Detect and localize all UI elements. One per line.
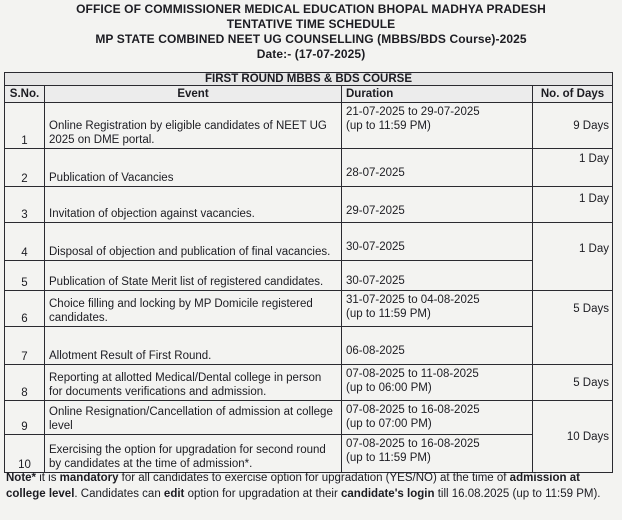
- table-row: [5, 223, 613, 261]
- row-sno: 8: [5, 365, 45, 401]
- duration-time: (up to 11:59 PM): [346, 308, 431, 320]
- table-row: [5, 435, 613, 473]
- duration-time: (up to 11:59 PM): [346, 120, 431, 132]
- schedule-table: [4, 72, 613, 473]
- column-header-sno: S.No.: [5, 86, 45, 103]
- row-event: Choice filling and locking by MP Domicile registered candidates.: [45, 291, 342, 327]
- counselling-title: MP STATE COMBINED NEET UG COUNSELLING (MBBS/BDS Course)-2025: [95, 32, 527, 46]
- duration-dates: 31-07-2025 to 04-08-2025: [346, 294, 480, 306]
- row-days: 10 Days: [533, 401, 613, 473]
- note-text: for all candidates to exercise option for upgradation (YES/NO) at the time of: [118, 472, 510, 484]
- duration-dates: 07-08-2025 to 16-08-2025: [346, 404, 480, 416]
- note-label: Note*: [6, 472, 37, 484]
- row-sno: 7: [5, 327, 45, 365]
- column-header-event: Event: [45, 86, 342, 103]
- note-text: till 16.08.2025 (up to 11:59 PM).: [434, 488, 601, 500]
- row-duration: [342, 365, 533, 401]
- note-text: option for upgradation at their: [184, 488, 342, 500]
- table-row: [5, 401, 613, 435]
- duration-dates: 07-08-2025 to 16-08-2025: [346, 438, 480, 450]
- document-header: [0, 2, 622, 62]
- table-row: [5, 327, 613, 365]
- row-sno: 3: [5, 187, 45, 223]
- duration-dates: 07-08-2025 to 11-08-2025: [346, 368, 479, 380]
- duration-time: (up to 07:00 PM): [346, 418, 432, 430]
- note-text: . Candidates can: [74, 488, 164, 500]
- table-band: [5, 73, 613, 86]
- row-sno: 4: [5, 223, 45, 261]
- row-duration: [342, 103, 533, 149]
- note-emphasis: candidate's login: [341, 488, 435, 500]
- table-row: [5, 187, 613, 223]
- row-event: Publication of State Merit list of registered candidates.: [45, 261, 342, 291]
- duration-time: (up to 06:00 PM): [346, 382, 432, 394]
- row-days: 1 Day: [533, 187, 613, 223]
- row-sno: 2: [5, 149, 45, 187]
- row-duration: [342, 401, 533, 435]
- table-row: [5, 365, 613, 401]
- row-event: Reporting at allotted Medical/Dental college in person for documents verifications and admission.: [45, 365, 342, 401]
- row-duration: [342, 291, 533, 327]
- row-duration: 29-07-2025: [342, 187, 533, 223]
- row-sno: 5: [5, 261, 45, 291]
- schedule-title: TENTATIVE TIME SCHEDULE: [226, 17, 396, 31]
- document-date: Date:- (17-07-2025): [256, 47, 366, 61]
- row-duration: 30-07-2025: [342, 223, 533, 261]
- row-sno: 9: [5, 401, 45, 435]
- row-event: Online Resignation/Cancellation of admission at college level: [45, 401, 342, 435]
- duration-dates: 21-07-2025 to 29-07-2025: [346, 106, 480, 118]
- row-duration: [342, 435, 533, 473]
- column-header-days: No. of Days: [533, 86, 613, 103]
- row-event: Exercising the option for upgradation for second round by candidates at the time of admission*.: [45, 435, 342, 473]
- note-text: it is: [36, 472, 60, 484]
- round-title: FIRST ROUND MBBS & BDS COURSE: [5, 73, 613, 86]
- row-duration: 06-08-2025: [342, 327, 533, 365]
- row-event: Publication of Vacancies: [45, 149, 342, 187]
- row-days: 5 Days: [533, 365, 613, 401]
- row-days: 1 Day: [533, 149, 613, 187]
- row-event: Allotment Result of First Round.: [45, 327, 342, 365]
- office-title: OFFICE OF COMMISSIONER MEDICAL EDUCATION BHOPAL MADHYA PRADESH: [76, 2, 546, 16]
- column-header-duration: Duration: [342, 86, 533, 103]
- note-emphasis: edit: [163, 488, 185, 500]
- footnote: [6, 470, 618, 502]
- row-duration: 28-07-2025: [342, 149, 533, 187]
- table-row: [5, 149, 613, 187]
- table-row: [5, 291, 613, 327]
- row-days: 9 Days: [533, 103, 613, 149]
- row-event: Invitation of objection against vacancies.: [45, 187, 342, 223]
- row-sno: 1: [5, 103, 45, 149]
- row-sno: 10: [5, 435, 45, 473]
- column-header-row: [5, 86, 613, 103]
- row-event: Disposal of objection and publication of final vacancies.: [45, 223, 342, 261]
- note-emphasis: mandatory: [59, 472, 119, 484]
- table-row: [5, 261, 613, 291]
- row-event: Online Registration by eligible candidates of NEET UG 2025 on DME portal.: [45, 103, 342, 149]
- row-sno: 6: [5, 291, 45, 327]
- row-days: 1 Day: [533, 223, 613, 291]
- table-row: [5, 103, 613, 149]
- note-emphasis: admission at college level: [6, 472, 580, 500]
- row-days: 5 Days: [533, 291, 613, 365]
- row-duration: 30-07-2025: [342, 261, 533, 291]
- duration-time: (up to 11:59 PM): [346, 452, 431, 464]
